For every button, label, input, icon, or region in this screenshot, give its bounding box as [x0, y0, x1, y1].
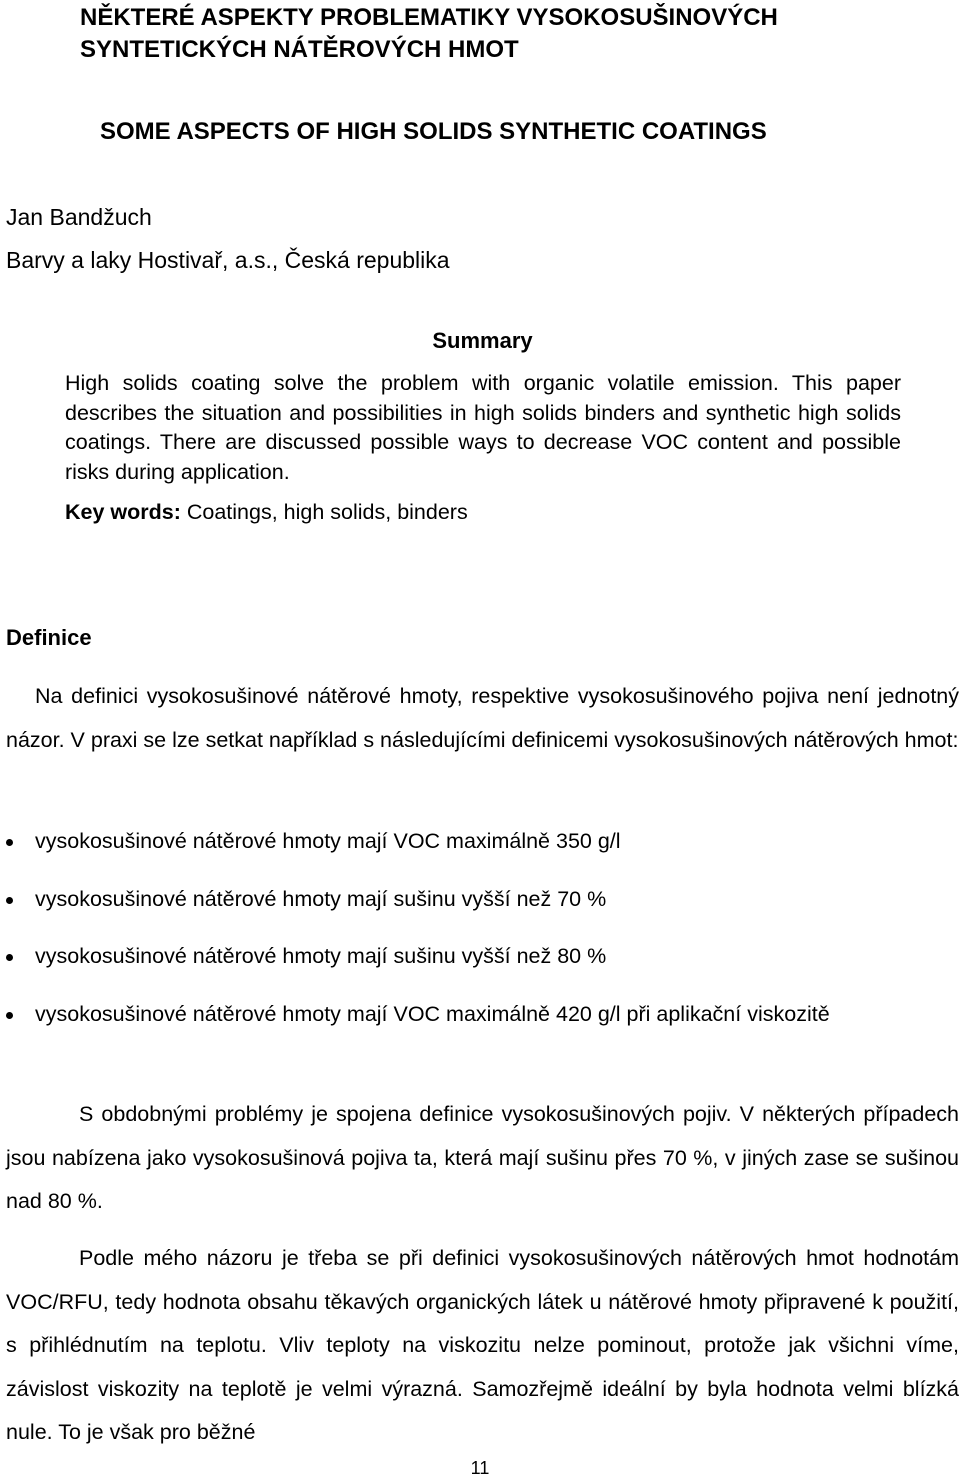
page-number: 11: [470, 1458, 490, 1478]
keywords-text: Coatings, high solids, binders: [180, 500, 468, 524]
affiliation: Barvy a laky Hostivař, a.s., Česká republika: [6, 247, 450, 273]
summary-heading: Summary: [432, 328, 533, 353]
definition-list: [6, 820, 959, 1036]
paragraph-opinion-text: Podle mého názoru je třeba se při definici vysokosušinových nátěrových hmot hodnotám VOC/RFU, tedy hodnota obsahu těkavých organických látek u nátěrové hmoty připravené k použití, s přihlédnutím na teplotu. Vliv teploty na viskozitu nelze pominout, protože jak všichni víme, závislost viskozity na teplotě je velmi výrazná. Samozřejmě ideální by byla hodnota velmi blízká nule. To je však pro běžné: [6, 1246, 959, 1444]
keywords-label: Key words:: [65, 500, 181, 524]
title-english: SOME ASPECTS OF HIGH SOLIDS SYNTHETIC COATINGS: [100, 118, 767, 145]
intro-paragraph: [6, 675, 959, 762]
list-item: vysokosušinové nátěrové hmoty mají VOC maximálně 350 g/l: [6, 820, 959, 864]
bullet-icon: [6, 954, 13, 961]
bullet-icon: [6, 839, 13, 846]
list-item: vysokosušinové nátěrové hmoty mají VOC maximálně 420 g/l při aplikační viskozitě: [6, 993, 959, 1037]
title-czech-line1: NĚKTERÉ ASPEKTY PROBLEMATIKY VYSOKOSUŠINOVÝCH: [80, 4, 778, 31]
section-heading: Definice: [6, 625, 92, 650]
summary-text: High solids coating solve the problem with organic volatile emission. This paper describes the situation and possibilities in high solids binders and synthetic high solids coatings. There are discussed possible ways to decrease VOC content and possible risks during application.: [65, 371, 901, 484]
intro-text: Na definici vysokosušinové nátěrové hmoty, respektive vysokosušinového pojiva není jednotný názor. V praxi se lze setkat například s následujícími definicemi vysokosušinových nátěrových hmot:: [6, 684, 959, 752]
author: Jan Bandžuch: [6, 204, 152, 230]
paragraph-binders-text: S obdobnými problémy je spojena definice vysokosušinových pojiv. V některých případech jsou nabízena jako vysokosušinová pojiva ta, která mají sušinu přes 70 %, v jiných zase se sušinou nad 80 %.: [6, 1102, 959, 1213]
list-item: vysokosušinové nátěrové hmoty mají sušinu vyšší než 80 %: [6, 935, 959, 979]
title-czech-line2: SYNTETICKÝCH NÁTĚROVÝCH HMOT: [80, 36, 519, 63]
paragraph-opinion: [6, 1237, 959, 1455]
keywords: [65, 500, 468, 525]
bullet-icon: [6, 897, 13, 904]
bullet-icon: [6, 1012, 13, 1019]
list-item: vysokosušinové nátěrové hmoty mají sušinu vyšší než 70 %: [6, 878, 959, 922]
paragraph-binders: [6, 1093, 959, 1224]
